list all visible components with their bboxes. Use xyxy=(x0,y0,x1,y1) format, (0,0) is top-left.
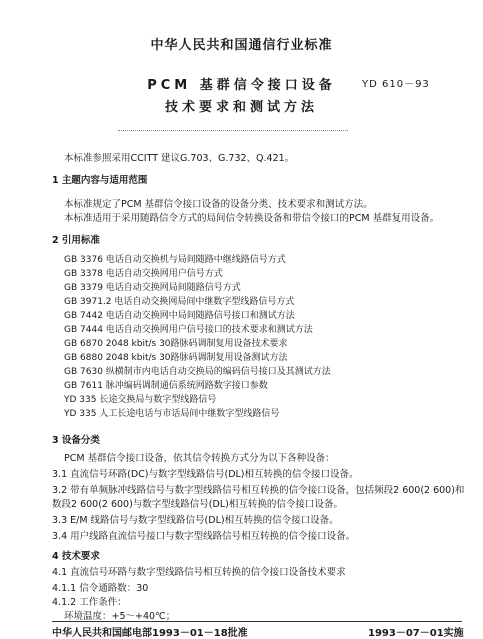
section-4-heading: 4 技术要求 xyxy=(52,551,100,562)
reference-item: YD 335 人工长途电话与市话局间中继数字型线路信号 xyxy=(64,409,280,419)
section-3-item: 3.1 直流信号环路(DC)与数字型线路信号(DL)相互转换的信令接口设备。 xyxy=(52,469,359,480)
reference-item: GB 3378 电话自动交换网用户信号方式 xyxy=(64,269,223,279)
reference-item: GB 7444 电话自动交换网用户信号接口的技术要求和测试方法 xyxy=(64,325,313,335)
reference-item: GB 7611 脉冲编码调制通信系统网路数字接口参数 xyxy=(64,381,268,391)
reference-item: GB 3379 电话自动交换网局间随路信号方式 xyxy=(64,283,241,293)
document-title-line2: 技术要求和测试方法 xyxy=(164,100,318,115)
reference-item: YD 335 长途交换局与数字型线路信号 xyxy=(64,395,217,405)
implementation-date: 1993－07－01实施 xyxy=(368,628,464,639)
section-1-paragraph-2: 本标准适用于采用随路信令方式的局间信令转换设备和带信令接口的PCM 基群复用设备。 xyxy=(64,213,440,224)
approval-date: 中华人民共和国邮电部1993－01－18批准 xyxy=(52,628,248,639)
section-4-item: 4.1.2 工作条件： xyxy=(52,597,127,608)
reference-item: GB 3376 电话自动交换机与局间随路中继线路信号方式 xyxy=(64,255,286,265)
section-3-item: 3.3 E/M 线路信号与数字型线路信号(DL)相互转换的信令接口设备。 xyxy=(52,515,339,526)
header-divider xyxy=(118,130,348,131)
section-4-item: 环境温度：+5～+40℃； xyxy=(64,611,176,622)
standard-title: 中华人民共和国通信行业标准 xyxy=(150,38,333,53)
reference-item: GB 7630 纵横制市内电话自动交换局的编码信号接口及其测试方法 xyxy=(64,367,331,377)
document-title-line1: PCM 基群信令接口设备 xyxy=(147,78,336,93)
reference-item: GB 3971.2 电话自动交换网局间中继数字型线路信号方式 xyxy=(64,297,295,307)
section-2-heading: 2 引用标准 xyxy=(52,235,100,246)
section-4-item: 4.1 直流信号环路与数字型线路信号相互转换的信令接口设备技术要求 xyxy=(52,567,346,578)
standard-code: YD 610－93 xyxy=(362,79,430,90)
section-3-heading: 3 设备分类 xyxy=(52,435,100,446)
section-1-heading: 1 主题内容与适用范围 xyxy=(52,175,148,186)
section-1-paragraph-1: 本标准规定了PCM 基群信令接口设备的设备分类、技术要求和测试方法。 xyxy=(64,199,373,210)
section-4-item: 4.1.1 信令通路数：30 xyxy=(52,583,149,594)
footer-divider xyxy=(52,621,462,622)
reference-item: GB 6870 2048 kbit/s 30路脉码调制复用设备技术要求 xyxy=(64,339,288,349)
reference-item: GB 7442 电话自动交换网中局间随路信号接口和测试方法 xyxy=(64,311,295,321)
section-3-item: 3.4 用户线路直流信号接口与数字型线路信号相互转换的信令接口设备。 xyxy=(52,531,356,542)
reference-item: GB 6880 2048 kbit/s 30路脉码调制复用设备测试方法 xyxy=(64,353,288,363)
intro-paragraph: 本标准参照采用CCITT 建议G.703、G.732、Q.421。 xyxy=(64,153,295,164)
section-3-item: 3.2 带有单频脉冲线路信号与数字型线路信号相互转换的信令接口设备，包括频段2 600(2 600)和 xyxy=(52,485,465,496)
section-3-intro: PCM 基群信令接口设备，依其信令转换方式分为以下各种设备： xyxy=(64,453,335,464)
section-3-item: 数段2 600(2 600)与数字型线路信号(DL)相互转换的信令接口设备。 xyxy=(52,499,343,510)
